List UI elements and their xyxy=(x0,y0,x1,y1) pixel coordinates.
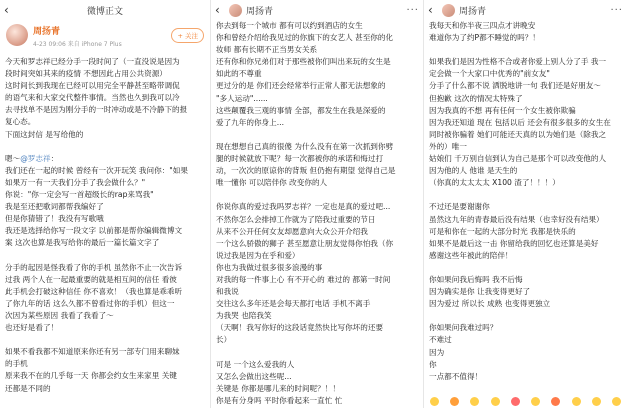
post-text-line: 动，一次次的原谅你的背叛 但仍抱有期望 觉得自己是 xyxy=(216,166,396,176)
post-text-line: 如果不看我都不知道原来你还有另一部专门用来聊妹 xyxy=(5,347,180,357)
avatar[interactable] xyxy=(6,24,28,46)
post-text-line: 的手机 xyxy=(5,359,28,369)
post-text-line: 这些颠覆我三观的事情 全部，都发生在我是深爱的 xyxy=(216,105,386,115)
post-text-line: 但抱歉 这次的情况太特殊了 xyxy=(429,93,523,103)
post-text-line: 段时间突如其来的疫情 不想因此占用公共资源） xyxy=(5,69,167,79)
post-text-line: 嗯～@罗志祥： xyxy=(5,153,59,163)
author-header[interactable] xyxy=(442,4,486,17)
more-menu-icon[interactable]: ··· xyxy=(610,4,623,16)
post-text-line: 为我哭 也陪我笑 xyxy=(216,311,272,321)
post-text-line: 分手了什么都不说 洒脱地讲一句 我们还是好朋友～ xyxy=(429,81,601,91)
post-text-line: 还有你和你兄弟们对于那些被你们叫出来玩的女生是 xyxy=(216,57,391,67)
post-text-line xyxy=(429,310,622,322)
post-text-line: 因为爱过 所以长 成熟 也变得更独立 xyxy=(429,299,551,309)
post-text-line: 又怎么会做出这些呢... xyxy=(216,371,292,381)
like-icon[interactable] xyxy=(470,397,479,406)
post-text-line: 爱了九年的你身上... xyxy=(216,117,284,127)
post-text-line: （天啊！我写你好的这段话竟然快比写你坏的还要 xyxy=(216,323,384,333)
post-text-line: 了你九年的话 这么久都不曾看过你的手机）但这一 xyxy=(5,298,175,308)
page-title: 微博正文 xyxy=(86,6,123,17)
post-text-line: 因为我还知道 现在 包括以后 还会有很多很多的女生在 xyxy=(429,117,611,127)
post-text-line: 你也为我做过很多很多浪漫的事 xyxy=(216,262,323,272)
author-name[interactable]: 周扬青 xyxy=(33,27,61,37)
post-text-line: 我们还在一起的时候 曾经有一次开玩笑 我问你："如果 xyxy=(5,165,188,175)
post-text-line: 定会做一个大家口中优秀的"前女友" xyxy=(429,69,550,79)
post-text-line: 交往这么多年还是会每天都打电话 手机不离手 xyxy=(216,299,371,309)
post-text-line: 一个这么骄傲的狮子 甚至愿意让朋友觉得你怕我（你 xyxy=(216,238,394,248)
post-text-line: 这时间长到我现在已经可以用完全平静甚至略带调侃 xyxy=(5,81,180,91)
post-text-line: 你说你真的爱过我吗罗志祥？一定也是真的爱过吧... xyxy=(216,202,391,212)
post-text-line: 因为他的人 他谁 是天生的 xyxy=(429,166,518,176)
follow-button[interactable]: + 关注 xyxy=(171,28,204,43)
post-text-line: 不难过 xyxy=(429,335,452,345)
post-text-line: 和我说 xyxy=(216,287,239,297)
post-text-line: 如果不是最后这一击 你留给我的回忆也还算是美好 xyxy=(429,238,599,248)
post-text-line xyxy=(216,129,418,141)
post-text-line: 如此的不尊重 xyxy=(216,69,262,79)
reaction-bar xyxy=(424,395,627,408)
post-text-line xyxy=(5,250,205,262)
back-arrow-icon[interactable]: ‹ xyxy=(428,3,433,17)
post-text-line: 还都是不同的 xyxy=(5,383,51,393)
post-text-line: 不过还是要谢谢你 xyxy=(429,202,490,212)
wow-icon[interactable] xyxy=(612,397,621,406)
post-text-line: 案 这次也算是我写给你的最后一篇长篇文字了 xyxy=(5,238,160,248)
post-text-line: 你说："你一定会写一首超级长的rap来骂我" xyxy=(5,190,154,200)
post-text-line: 因为确实是你 让我变得更好了 xyxy=(429,287,531,297)
post-text-line xyxy=(5,141,205,153)
post-body xyxy=(424,20,627,383)
author-name[interactable]: 周扬青 xyxy=(459,6,487,17)
post-text-line: 因为 xyxy=(429,347,445,357)
post-text-line: 可是和你在一起的大部分时光 我都是快乐的 xyxy=(429,226,576,236)
post-text-line: 过我 两个人在一起最重要的就是相互间的信任 看彼 xyxy=(5,274,177,284)
post-text-line: 唯一懂你 可以陪伴你 改变你的人 xyxy=(216,178,328,188)
cry-icon[interactable] xyxy=(531,397,540,406)
post-text-line: 说过我是因为在乎和爱） xyxy=(216,250,300,260)
post-text-line: 我每天和你半夜三四点才讲晚安 xyxy=(429,21,536,30)
post-text-line xyxy=(429,189,622,201)
avatar[interactable] xyxy=(229,4,242,17)
author-header[interactable] xyxy=(229,4,273,17)
weibo-post-panel-2 xyxy=(211,0,424,408)
post-text-line: 从来不公开任何女友却愿意向大众公开介绍我 xyxy=(216,226,368,236)
post-body xyxy=(211,20,423,407)
post-text-line: 也还好是看了！ xyxy=(5,323,59,333)
more-menu-icon[interactable]: ··· xyxy=(406,4,419,16)
post-text-line: 你 xyxy=(429,359,437,369)
post-text-line: 但是你猜错了！我没有写歌哦 xyxy=(5,214,104,224)
post-text-line: "多人运动"...... xyxy=(216,93,268,103)
post-text-line xyxy=(429,44,622,56)
post-text-line: 的语气来和大家交代整件事情。当然也久到我可以冷 xyxy=(5,93,180,103)
post-text-line: 可是 一个这么爱我的人 xyxy=(216,359,295,369)
back-arrow-icon[interactable]: ‹ xyxy=(4,3,9,17)
post-text-line: 此手机会打破这种信任 你不喜欢！（我也算是乖乖听 xyxy=(5,286,183,296)
back-arrow-icon[interactable]: ‹ xyxy=(215,3,220,17)
top-bar xyxy=(0,0,210,20)
post-text-line: 因为我真的不想 再有任何一个女生被你欺骗 xyxy=(429,105,576,115)
weibo-post-panel-1 xyxy=(0,0,211,408)
post-text-line: 关键是 你都是哪儿来的时间呢？！！ xyxy=(216,383,340,393)
post-text-line: 我是至还把歌词都帮我编好了 xyxy=(5,202,104,212)
post-header xyxy=(0,20,210,56)
mention-link[interactable]: @罗志祥 xyxy=(20,153,51,163)
avatar[interactable] xyxy=(442,4,455,17)
top-bar xyxy=(424,0,627,20)
post-text-line xyxy=(216,189,418,201)
post-text-line: 姑娘们 千万别自信到认为自己是那个可以改变他的人 xyxy=(429,154,607,164)
top-bar xyxy=(211,0,423,20)
post-text-line: 你去到每一个城市 都有可以约到酒店的女生 xyxy=(216,21,363,30)
post-text-line: 更过分的是 你们还会经常举行正常人都无法想象的 xyxy=(216,81,386,91)
clap-icon[interactable] xyxy=(572,397,581,406)
weibo-post-panel-3 xyxy=(424,0,627,408)
post-text-line: 如果我们是因为性格不合或者你爱上别人分了手 我一 xyxy=(429,57,607,67)
post-body xyxy=(0,56,210,395)
post-meta: 4-23 09:06 来自 iPhone 7 Plus xyxy=(33,41,122,48)
post-text-line: 外的）唯一 xyxy=(429,141,467,151)
post-text-line: 虽然这九年的青春最后没有结果（也幸好没有结果） xyxy=(429,214,604,224)
post-text-line: 去寻找单不是因为刚分手的一时冲动或是不冷静下的报 xyxy=(5,105,188,115)
post-text-line: 你如果问我后悔吗 我不后悔 xyxy=(429,274,523,284)
share-icon[interactable] xyxy=(430,397,439,406)
post-text-line: 不然你怎么会排掉工作就为了陪我过重要的节日 xyxy=(216,214,376,224)
post-text-line: （你真的太太太太 X100 渣了！！！） xyxy=(429,178,560,188)
post-text-line: 你是有分身吗 平时你看起来一直忙 忙 xyxy=(216,395,343,405)
post-text-line: 一点都不值得！ xyxy=(429,371,483,381)
comment-icon[interactable] xyxy=(450,397,459,406)
post-text-line xyxy=(5,334,205,346)
angry-icon[interactable] xyxy=(551,397,560,406)
post-text-line: 对我的每一件事上心 有不开心的 难过的 都第一时间 xyxy=(216,274,391,284)
post-text-line xyxy=(216,347,418,359)
post-text-line: 现在想想自己真的很傻 为什么没有在第一次抓到你劈 xyxy=(216,141,394,151)
post-text-line: 感谢这些年被此的陪伴！ xyxy=(429,250,513,260)
post-text-line xyxy=(429,262,622,274)
post-text-line: 你如果问我难过吗？ xyxy=(429,323,498,333)
post-text-line: 妆师 都有长期不正当男女关系 xyxy=(216,45,318,55)
smile-icon[interactable] xyxy=(491,397,500,406)
post-text-line: 我还是选择给你写一段文字 以前都是帮你编辑微博文 xyxy=(5,226,183,236)
post-text-line: 今天和罗志祥已经分手一段时间了（一直没说是因为 xyxy=(5,57,180,66)
post-text-line: 下面这封信 是写给他的 xyxy=(5,129,84,139)
post-text-line: 难道你为了约P都不睡觉的吗？！ xyxy=(429,33,540,43)
post-text-line: 分手的起因是怪我看了你的手机 虽然你不止一次告诉 xyxy=(5,262,183,272)
post-text-line: 腿的时候就放下呢？每一次都被你的承诺和悔过打 xyxy=(216,154,384,164)
post-text-line: 原来我不在的几乎每一天 你都会约女生来家里 关键 xyxy=(5,371,177,381)
author-name[interactable]: 周扬青 xyxy=(246,6,274,17)
post-text-line: 长） xyxy=(216,335,232,345)
post-text-line: 次因为某些原因 我看了我看了～ xyxy=(5,310,114,320)
post-text-line: 同时被你骗着 她们可能还天真的以为她们是（除我之 xyxy=(429,129,607,139)
laugh-icon[interactable] xyxy=(592,397,601,406)
post-text-line: 如果万一有一天我们分手了我会做什么？" xyxy=(5,177,146,187)
post-text-line: 复心态。 xyxy=(5,117,36,127)
heart-icon[interactable] xyxy=(511,397,520,406)
post-text-line: 你和曾经介绍给我见过的你旗下的女艺人 甚至你的化 xyxy=(216,33,394,43)
